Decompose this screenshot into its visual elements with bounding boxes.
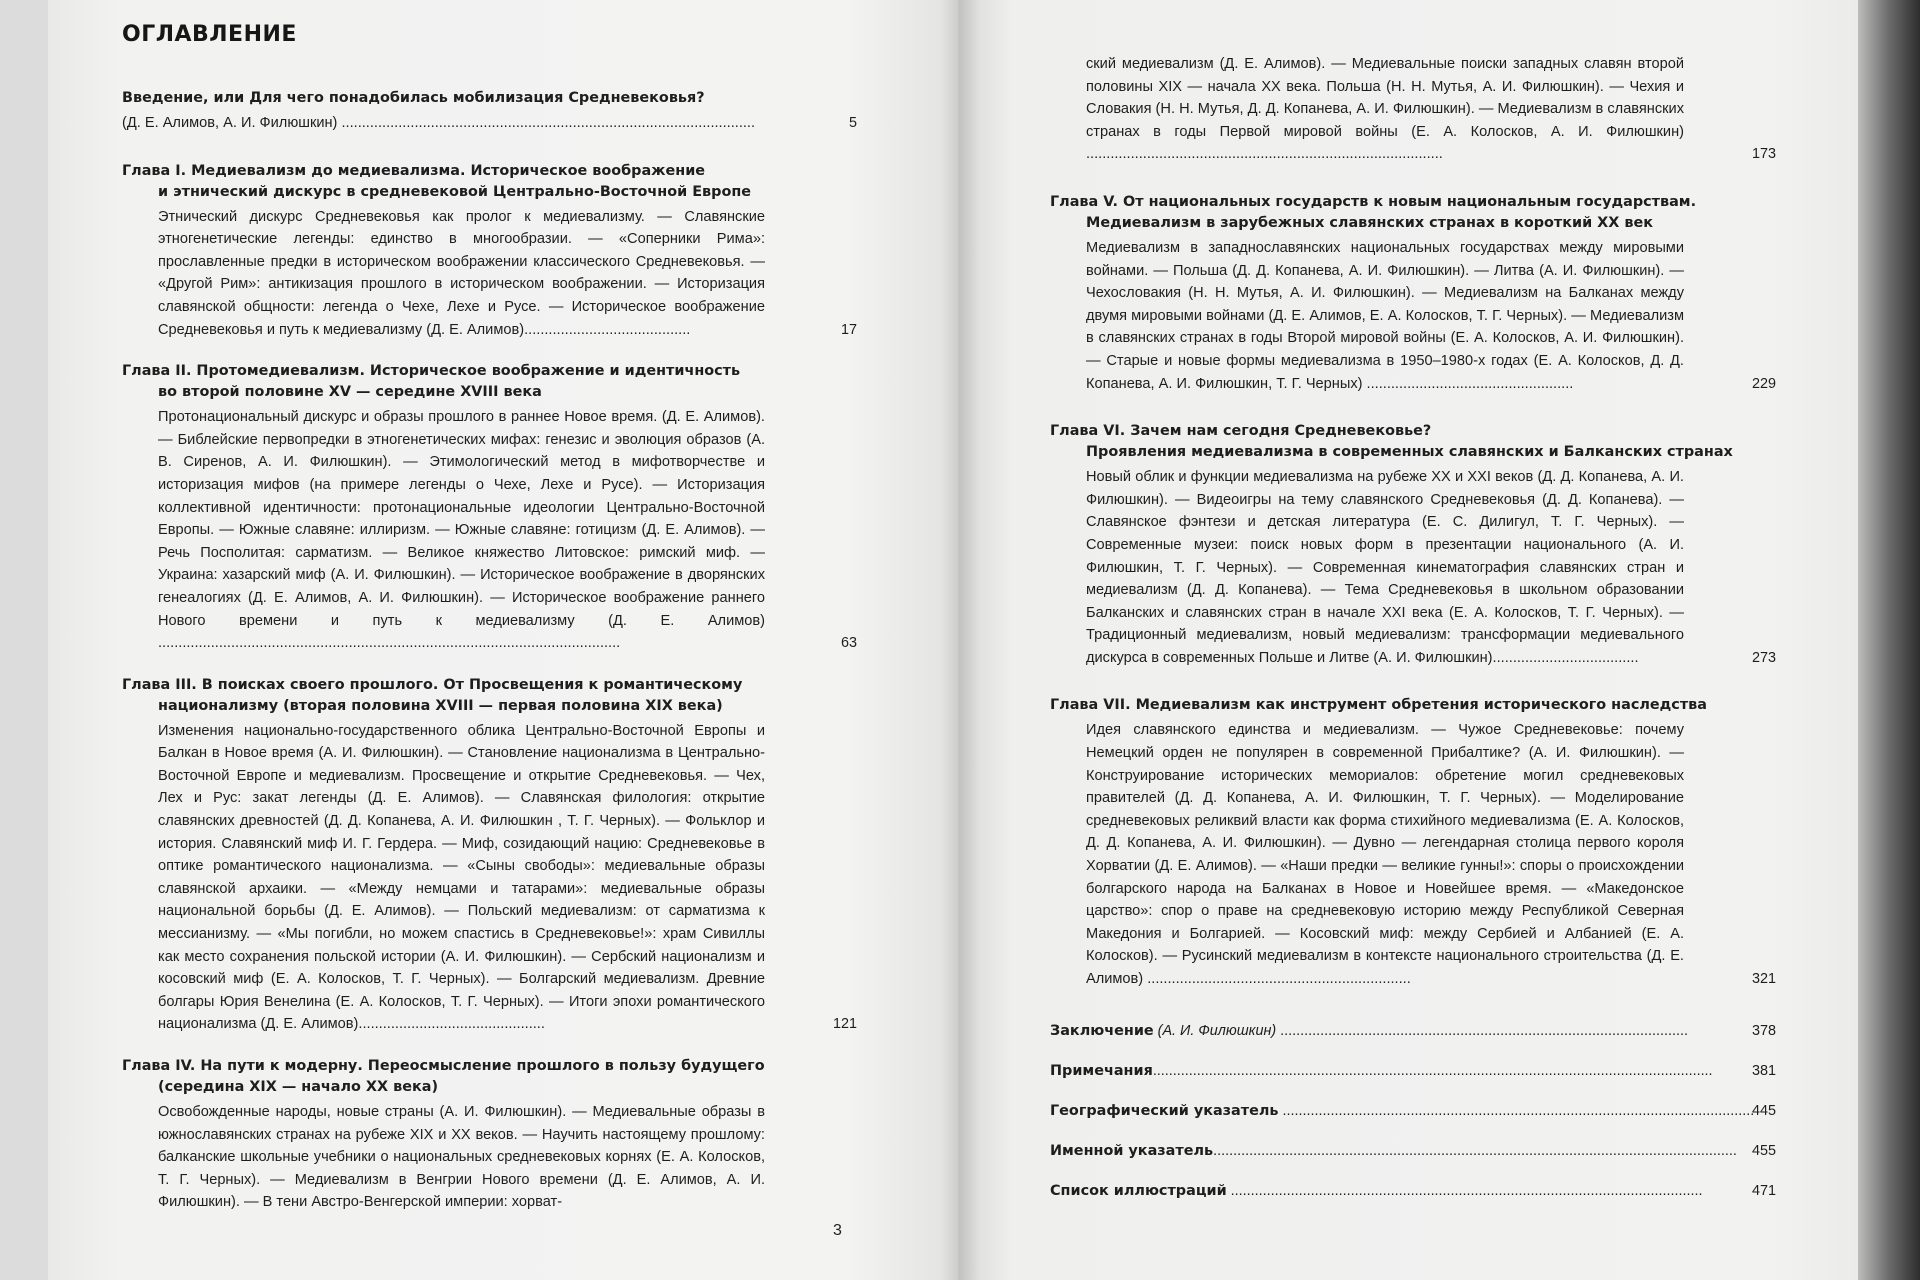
entry-label: Примечания [1050, 1062, 1153, 1079]
entry-title-line: Медиевализм в зарубежных славянских странах в короткий XX век [1086, 214, 1654, 231]
page-folio: 3 [833, 1222, 842, 1239]
entry-page-number: 381 [1751, 1062, 1776, 1079]
entry-page-number: 455 [1751, 1142, 1776, 1159]
entry-title-line: во второй половине XV — середине XVIII века [158, 384, 542, 401]
entry-description: (Д. Е. Алимов, А. И. Филюшкин) ...................................................................................................... [122, 115, 756, 131]
entry-description: Идея славянского единства и медиевализм. — Чужое Средневековье: почему Немецкий орден не популярен в современной Прибалтике? (А. И. Филюшкин). — Конструирование исторических мемориалов: обретение могил средневековых правителей (Д. Д. Копанева, А. И. Филюшкин, Т. Г. Черных). — Моделирование средневековых реликвий власти как форма стихийного медиевализма (Е. А. Колосков, Д. Д. Копанева, А. И. Филюшкин). — Дувно — легендарная столица первого короля Хорватии (Д. Е. Алимов). — «Наши предки — великие гунны!»: споры о происхождении болгарского народа на Балканах в Новое и Новейшее время. — «Македонское царство»: спор о праве на средневековую историю между Республикой Северная Македония и Болгарией. — Косовский миф: между Сербией и Албанией (Е. А. Колосков). — Русинский медиевализм в контексте национального строительства (Д. Е. Алимов) ................................................................. [1086, 722, 1684, 987]
toc-entry-chapter-2[interactable] [122, 361, 857, 655]
toc-entry-geographic-index[interactable] [1050, 1097, 1776, 1125]
entry-title-line: Глава I. Медиевализм до медиевализма. Историческое вообpажение [122, 162, 706, 179]
entry-description: Медиевализм в западнославянских национальных государствах между мировыми войнами. — Польша (Д. Д. Копанева, А. И. Филюшкин). — Литва (А. И. Филюшкин). — Чехословакия (Н. Н. Мутья, А. И. Филюшкин). — Медиевализм на Балканах между двумя мировыми войнами (Д. Е. Алимов, Е. А. Колосков, Т. Г. Черных). — Медиевализм в славянских странах в годы Второй мировой войны (Е. А. Колосков, А. И. Филюшкин). — Старые и новые формы медиевализма в 1950–1980-х годах (Е. А. Колосков, Д. Д. Копанева, А. И. Филюшкин, Т. Г. Черных) ................................................... [1086, 239, 1684, 392]
toc-left-column [122, 88, 857, 1214]
entry-title-line: национализму (вторая половина XVIII — первая половина XIX века) [158, 697, 723, 714]
entry-title-line: и этнический дискурс в средневековой Центрально-Восточной Европе [158, 183, 752, 200]
toc-entry-chapter-3[interactable] [122, 675, 857, 1036]
entry-description: Изменения национально-государственного облика Центрально-Восточной Европы и Балкан в Новое время (А. И. Филюшкин). — Становление национализма в Центрально-Восточной Европе и медиевализм. Просвещение и открытие Средневековья. — Чех, Лех и Рус: закат легенды (Д. Е. Алимов). — Славянская филология: открытие славянских древностей (Д. Д. Копанева, А. И. Филюшкин , Т. Г. Черных). — Фольклор и история. Славянский миф И. Г. Гердера. — Миф, созидающий нацию: Средневековье в оптике романтического национализма. — «Сыны свободы»: медиевальные образы славянской архаики. — «Между немцами и татарами»: медиевальные образы национальной борьбы (Д. Е. Алимов). — Польский медиевализм: от сарматизма к мессианизму. — «Мы погибли, но можем спастись в Средневековье!»: храм Сивиллы как место сохранения польской истории (А. И. Филюшкин). — Сербский национализм и косовский миф (Е. А. Колосков, Т. Г. Черных). — Болгарский медиевализм. Древние болгары Юрия Венелина (Е. А. Колосков, Т. Г. Черных). — Итоги эпохи романтического национализма (Д. Е. Алимов).............................................. [158, 722, 765, 1033]
entry-title-line: Глава IV. На пути к модерну. Переосмысление прошлого в пользу будущего [122, 1058, 765, 1074]
toc-entry-conclusion[interactable] [1050, 1017, 1776, 1045]
entry-description: Освобожденные народы, новые страны (А. И. Филюшкин). — Медиевальные образы в южнославянских странах на рубеже XIX и XX веков. — Научить настоящему прошлому: балканские школьные учебники о национальных средневековых корнях (Е. А. Колосков, Т. Г. Черных). — Медиевализм в Венгрии Нового времени (Д. Е. Алимов, А. И. Филюшкин). — В тени Австро-Венгерской империи: хорват- [158, 1104, 765, 1211]
entry-authors: (А. И. Филюшкин) [1153, 1022, 1277, 1039]
entry-page-number: 63 [840, 635, 857, 652]
entry-title [122, 361, 857, 403]
entry-title [122, 1056, 857, 1098]
entry-leader: ...................................................................................................................... [1226, 1182, 1703, 1199]
entry-description: ский медиевализм (Д. Е. Алимов). — Медиевальные поиски западных славян второй половины XIX — начала XX века. Польша (Н. Н. Мутья, А. И. Филюшкин). — Чехия и Словакия (Н. Н. Мутья, Д. Д. Копанева, А. И. Филюшкин). — Медиевализм в славянских странах в годы Первой мировой войны (Е. А. Колосков, А. И. Филюшкин) ........................................................................................ [1086, 56, 1684, 163]
toc-heading: ОГЛАВЛЕНИЕ [122, 22, 297, 47]
entry-title-line: Глава VII. Медиевализм как инструмент обретения исторического наследства [1050, 697, 1707, 714]
entry-label: Заключение [1050, 1022, 1154, 1039]
entry-page-number: 121 [832, 1016, 857, 1033]
entry-description: Новый облик и функции медиевализма на рубеже XX и XXI веков (Д. Д. Копанева, А. И. Филюшкин). — Видеоигры на тему славянского Средневековья (Д. Д. Копанева). — Славянское фэнтези и детская литература (Е. С. Дилигул, Т. Г. Черных). — Современные музеи: поиск новых форм в презентации национального (А. И. Филюшкин, Т. Г. Черных). — Современная кинематография славянских стран и медиевализм (Д. Д. Копанева). — Тема Средневековья в школьном образовании Балканских и славянских стран в начале XXI века (Е. А. Колосков, Т. Г. Черных). — Традиционный медиевализм, новый медиевализм: трансформации медиевального дискурса в современных Польше и Литве (А. И. Филюшкин).................................... [1086, 469, 1684, 666]
entry-title [1050, 421, 1776, 463]
toc-entry-notes[interactable] [1050, 1057, 1776, 1085]
entry-page-number: 378 [1751, 1022, 1776, 1039]
entry-page-number: 273 [1751, 649, 1776, 666]
entry-title [1050, 695, 1776, 716]
toc-entry-chapter-6[interactable] [1050, 421, 1776, 669]
toc-entry-chapter-1[interactable] [122, 161, 857, 342]
entry-title [122, 675, 857, 717]
entry-label: Географический указатель [1050, 1102, 1279, 1119]
entry-title-line: (середина XIX — начало XX века) [158, 1079, 439, 1095]
toc-entry-chapter-4[interactable] [122, 1056, 857, 1214]
entry-title-line: Глава II. Протомедиевализм. Историческое воображение и идентичность [122, 363, 741, 380]
entry-page-number: 173 [1751, 146, 1776, 163]
toc-entry-chapter-4-continued[interactable] [1050, 53, 1776, 166]
entry-title [122, 161, 857, 203]
entry-title-line: Глава III. В поисках своего прошлого. От Просвещения к романтическому [122, 676, 743, 693]
toc-entry-chapter-5[interactable] [1050, 192, 1776, 395]
entry-title-line: Введение, или Для чего понадобилась мобилизация Средневековья? [122, 90, 705, 106]
entry-label: Именной указатель [1050, 1142, 1214, 1159]
entry-title-line: Глава V. От национальных государств к новым национальным государствам. [1050, 193, 1697, 210]
entry-leader: ................................................................................................................................... [1213, 1142, 1737, 1159]
page-edge-shadow [1858, 0, 1920, 1280]
entry-description: Этнический дискурс Средневековья как пролог к медиевализму. — Славянские этногенетические легенды: единство в многообразии. — «Соперники Рима»: прославленные предки в историческом воображении классического Средневековья. — «Другой Рим»: антикизация прошлого в историческом воображении. — Историзация славянской общности: легенда о Чехе, Лехе и Русе. — Историческое воображение Средневековья и путь к медиевализму (Д. Е. Алимов)......................................... [158, 208, 765, 338]
toc-entry-intro[interactable] [122, 88, 857, 135]
entry-page-number: 471 [1751, 1182, 1776, 1199]
entry-leader: ...................................................................................................... [1276, 1022, 1689, 1039]
entry-title-line: Проявления медиевализма в современных славянских и Балканских странах [1086, 444, 1733, 461]
entry-title [122, 88, 857, 109]
book-gutter [940, 0, 980, 1280]
entry-label: Список иллюстраций [1050, 1182, 1227, 1199]
entry-leader: ...................................................................................................................... [1278, 1102, 1755, 1119]
entry-leader: ............................................................................................................................................ [1152, 1062, 1713, 1079]
entry-page-number: 445 [1751, 1102, 1776, 1119]
toc-entry-illustrations[interactable] [1050, 1177, 1776, 1205]
toc-right-column [1050, 50, 1776, 1205]
entry-page-number: 321 [1751, 971, 1776, 987]
toc-entry-chapter-7[interactable] [1050, 695, 1776, 990]
entry-title-line: Глава VI. Зачем нам сегодня Средневековье? [1050, 423, 1432, 440]
entry-description: Протонациональный дискурс и образы прошлого в раннее Новое время. (Д. Е. Алимов). — Библейские первопредки в этногенетических мифах: генезис и эволюция образов (А. В. Сиренов, А. И. Филюшкин). — Этимологический метод в мифотворчестве и историзация мифов (на примере легенды о Чехе, Лехе и Русе). — Историзация коллективной идентичности: протонациональные идеологии Центрально-Восточной Европы. — Южные славяне: иллиризм. — Южные славяне: готицизм (Д. Е. Алимов). — Речь Посполитая: сарматизм. — Великое княжество Литовское: римский миф. — Украина: хазарский миф (А. И. Филюшкин). — Историческое воображение в дворянских генеалогиях (Д. Е. Алимов, А. И. Филюшкин). — Историческое воображение раннего Нового времени и путь к медиевализму (Д. Е. Алимов) .................................................................................................................. [158, 409, 765, 652]
entry-page-number: 5 [848, 115, 857, 131]
toc-entry-name-index[interactable] [1050, 1137, 1776, 1165]
entry-page-number: 17 [840, 321, 857, 338]
entry-title [1050, 192, 1776, 234]
entry-page-number: 229 [1751, 375, 1776, 392]
